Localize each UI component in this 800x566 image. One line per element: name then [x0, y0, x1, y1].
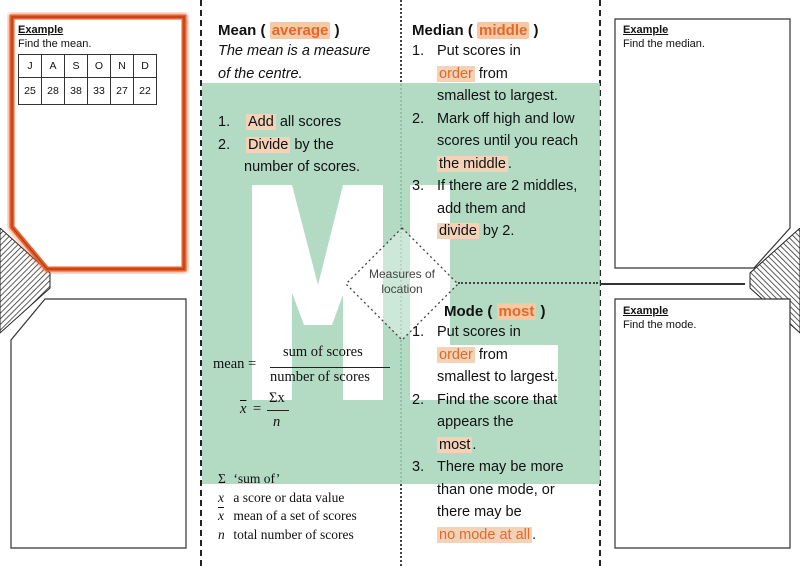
step-number: 3.	[412, 459, 425, 475]
median-step-3-line2: add them and	[437, 200, 526, 217]
median-steps	[412, 40, 597, 243]
example-mode-title: Example	[623, 305, 669, 317]
example-mode-panel	[623, 305, 783, 331]
score-cell: 27	[111, 78, 134, 105]
month-cell: J	[19, 55, 42, 78]
mean-step-2	[218, 134, 398, 157]
step-highlight: no mode at all	[439, 526, 531, 543]
median-step-2	[412, 108, 597, 131]
mean-heading-text: Mean (	[218, 22, 266, 39]
mean-heading-close: )	[334, 22, 340, 39]
key-symbol: n	[218, 526, 225, 542]
mean-heading	[218, 22, 398, 39]
key-text: ‘sum of’	[233, 471, 281, 486]
median-heading	[412, 22, 597, 39]
step-highlight: the middle	[439, 155, 506, 172]
mode-heading	[412, 303, 597, 320]
sigma-formula	[240, 390, 300, 440]
step-number: 1.	[412, 324, 425, 340]
example-median-title: Example	[623, 24, 669, 36]
step-text: There may be more	[437, 459, 564, 475]
mode-step-3	[412, 456, 597, 479]
key-text: a score or data value	[233, 489, 345, 505]
equals-sign: =	[253, 401, 262, 417]
month-cell: N	[111, 55, 134, 78]
example-mode-box-outline	[614, 298, 792, 550]
key-text: total number of scores	[233, 526, 354, 542]
median-step-3	[412, 175, 597, 198]
step-highlight: Divide	[248, 136, 289, 153]
sigma-numerator: Σx	[269, 390, 285, 406]
median-step-2-line2: scores until you reach	[437, 133, 579, 149]
key-row	[218, 470, 357, 489]
median-step-1-line2	[412, 63, 597, 86]
mean-heading-highlight: average	[271, 22, 329, 39]
mean-section	[218, 22, 398, 85]
center-dotted-line	[458, 282, 598, 284]
mode-step-2-line2: appears the	[437, 414, 514, 430]
center-label-line1: Measures of	[368, 267, 436, 281]
symbol-key	[218, 470, 357, 544]
example-mean-panel	[18, 24, 178, 105]
xbar-symbol: $\overline{x}$	[240, 401, 247, 417]
score-cell: 38	[65, 78, 88, 105]
median-step-3-line3	[412, 220, 597, 243]
mean-description	[218, 40, 398, 85]
step-text: Put scores in	[437, 43, 521, 59]
score-cell: 25	[19, 78, 42, 105]
mean-steps	[218, 111, 398, 179]
mode-section	[412, 303, 597, 546]
example-mean-title: Example	[18, 24, 64, 36]
step-number: 3.	[412, 178, 425, 194]
step-text: Mark off high and low	[437, 110, 575, 127]
median-section	[412, 22, 597, 243]
example-median-instruction: Find the median.	[623, 38, 705, 50]
step-text: by 2.	[482, 223, 515, 239]
mean-desc-line1: The mean is a measure	[218, 43, 371, 59]
step-text: from	[478, 346, 508, 363]
month-cell: S	[65, 55, 88, 78]
formula-numerator: sum of scores	[283, 344, 363, 360]
median-step-2-line3	[412, 153, 597, 176]
month-cell: O	[88, 55, 111, 78]
step-text: Put scores in	[437, 324, 521, 340]
step-text: If there are 2 middles,	[437, 178, 578, 194]
horizontal-fold-line	[600, 283, 745, 285]
example-mean-instruction: Find the mean.	[18, 38, 92, 50]
step-highlight: order	[439, 346, 473, 363]
key-row	[218, 526, 357, 545]
sigma-denominator: n	[273, 414, 281, 430]
formula-lhs: mean =	[213, 356, 257, 372]
mode-step-2-line3	[412, 434, 597, 457]
mode-step-1-line2	[412, 344, 597, 367]
mode-step-1	[412, 321, 597, 344]
step-highlight: divide	[439, 223, 477, 239]
step-number: 2.	[412, 391, 425, 408]
step-text: from	[478, 65, 508, 82]
example-median-box-outline	[614, 18, 792, 270]
step-number: 1.	[412, 43, 425, 59]
month-cell: D	[134, 55, 157, 78]
step-highlight: most	[439, 436, 471, 453]
mode-heading-close: )	[540, 303, 546, 320]
key-symbol: $\overline{x}$	[218, 508, 224, 523]
step-number: 1.	[218, 114, 231, 130]
key-symbol: x	[218, 489, 224, 505]
step-text: .	[472, 436, 477, 453]
center-label	[352, 267, 452, 297]
mode-heading-highlight: most	[498, 303, 535, 320]
step-text: all scores	[279, 114, 342, 130]
formula-denominator: number of scores	[270, 369, 370, 385]
month-cell: A	[42, 55, 65, 78]
mean-desc-line2: of the centre.	[218, 65, 303, 82]
score-cell: 28	[42, 78, 65, 105]
key-row	[218, 507, 357, 526]
step-number: 2.	[412, 110, 425, 127]
mode-step-3-line2: than one mode, or	[437, 481, 555, 498]
mode-heading-text: Mode (	[444, 303, 493, 320]
median-heading-close: )	[533, 22, 539, 39]
mode-step-1-line3: smallest to largest.	[437, 369, 558, 385]
key-text: mean of a set of scores	[233, 508, 357, 523]
mode-step-3-line4	[412, 524, 597, 547]
key-symbol: Σ	[218, 471, 226, 486]
mean-step-2-line2: number of scores.	[244, 159, 361, 175]
mode-steps	[412, 321, 597, 546]
left-bottom-box	[10, 298, 188, 550]
step-text: .	[532, 526, 537, 543]
median-step-1-line3: smallest to largest.	[437, 88, 558, 104]
mean-step-1	[218, 111, 398, 134]
example-median-panel	[623, 24, 783, 50]
formula-bar	[270, 367, 390, 368]
step-highlight: Add	[248, 114, 274, 130]
key-row	[218, 489, 357, 508]
step-text: by the	[294, 136, 334, 153]
example-mode-instruction: Find the mode.	[623, 319, 697, 331]
step-highlight: order	[439, 65, 473, 82]
score-cell: 22	[134, 78, 157, 105]
median-heading-text: Median (	[412, 22, 473, 39]
sigma-bar	[267, 410, 289, 411]
score-cell: 33	[88, 78, 111, 105]
median-heading-highlight: middle	[479, 22, 528, 39]
step-text: .	[507, 155, 512, 172]
mode-step-2	[412, 389, 597, 412]
mode-step-3-line3: there may be	[437, 504, 522, 520]
step-number: 2.	[218, 136, 231, 153]
center-label-line2: location	[381, 282, 423, 296]
median-step-1	[412, 40, 597, 63]
step-text: Find the score that	[437, 391, 558, 408]
example-mean-table	[18, 54, 157, 105]
